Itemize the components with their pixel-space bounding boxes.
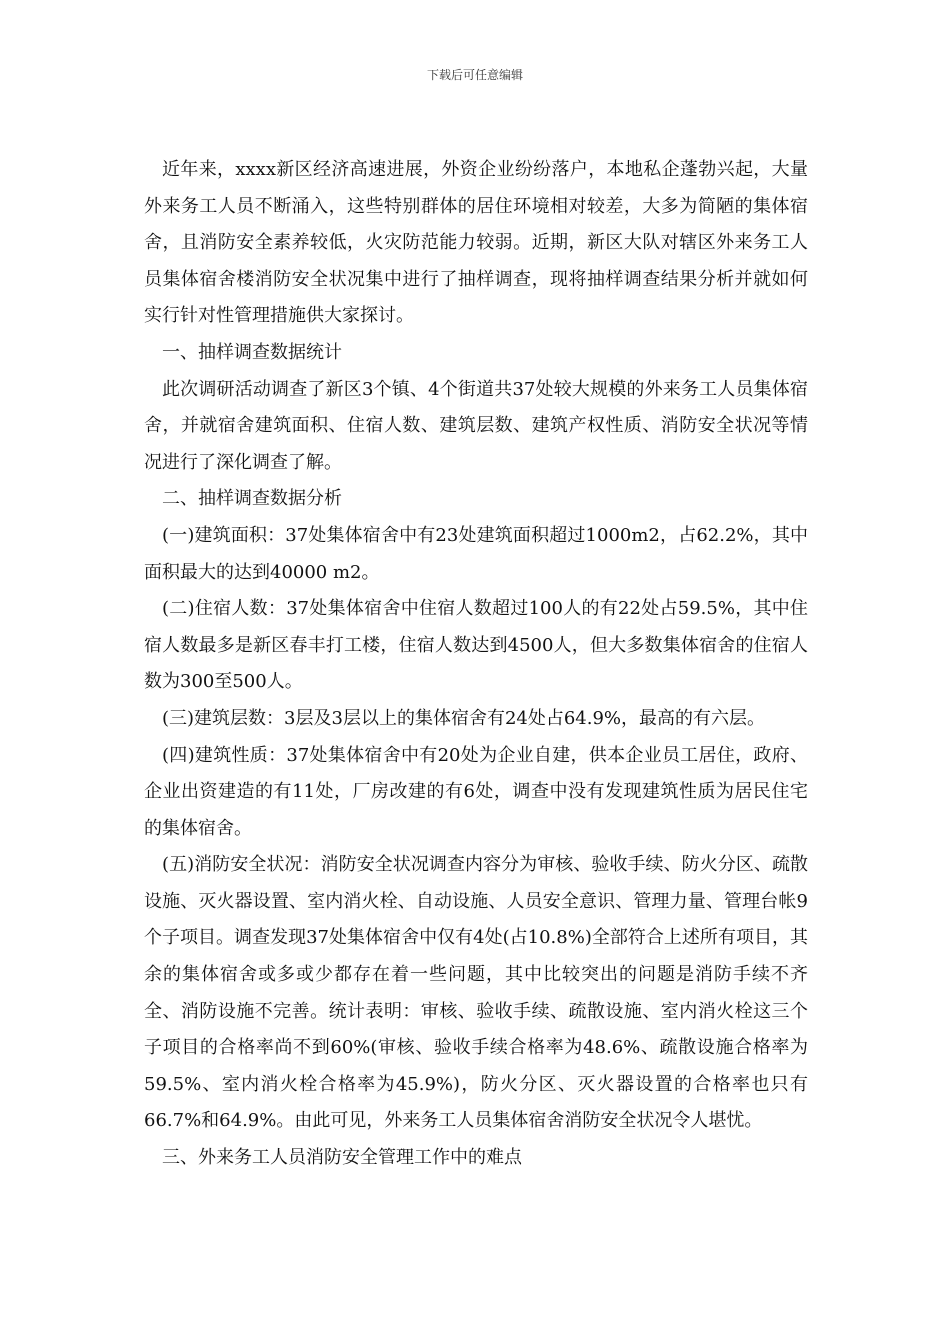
paragraph-floors: (三)建筑层数：3层及3层以上的集体宿舍有24处占64.9%，最高的有六层。 <box>162 707 766 729</box>
section-heading-1: 一、抽样调查数据统计 <box>162 341 342 363</box>
paragraph-survey-stats: 此次调研活动调查了新区3个镇、4个街道共37处较大规模的外来务工人员集体宿舍，并就宿舍建筑面积、住宿人数、建筑层数、建筑产权性质、消防安全状况等情况进行了深化调查了解。 <box>144 378 808 473</box>
section-heading-2: 二、抽样调查数据分析 <box>162 488 342 510</box>
paragraph-fire-safety: (五)消防安全状况：消防安全状况调查内容分为审核、验收手续、防火分区、疏散设施、灭火器设置、室内消火栓、自动设施、人员安全意识、管理力量、管理台帐9个子项目。调查发现37处集体宿舍中仅有4处(占10.8%)全部符合上述所有项目，其余的集体宿舍或多或少都存在着一些问题，其中比较突出的问题是消防手续不齐全、消防设施不完善。统计表明：审核、验收手续、疏散设施、室内消火栓这三个子项目的合格率尚不到60%(审核、验收手续合格率为48.6%、疏散设施合格率为59.5%、室内消火栓合格率为45.9%)，防火分区、灭火器设置的合格率也只有66.7%和64.9%。由此可见，外来务工人员集体宿舍消防安全状况令人堪忧。 <box>144 854 808 1132</box>
document-body <box>144 152 808 1177</box>
paragraph-intro: 近年来，xxxx新区经济高速进展，外资企业纷纷落户，本地私企蓬勃兴起，大量外来务工人员不断涌入，这些特别群体的居住环境相对较差，大多为简陋的集体宿舍，且消防安全素养较低，火灾防范能力较弱。近期，新区大队对辖区外来务工人员集体宿舍楼消防安全状况集中进行了抽样调查，现将抽样调查结果分析并就如何实行针对性管理措施供大家探讨。 <box>144 159 808 327</box>
paragraph-building-area: (一)建筑面积：37处集体宿舍中有23处建筑面积超过1000m2，占62.2%，其中面积最大的达到40000 m2。 <box>144 524 808 583</box>
paragraph-building-nature: (四)建筑性质：37处集体宿舍中有20处为企业自建，供本企业员工居住，政府、企业出资建造的有11处，厂房改建的有6处，调查中没有发现建筑性质为居民住宅的集体宿舍。 <box>144 744 808 839</box>
section-heading-3: 三、外来务工人员消防安全管理工作中的难点 <box>162 1147 522 1169</box>
paragraph-residents: (二)住宿人数：37处集体宿舍中住宿人数超过100人的有22处占59.5%，其中住宿人数最多是新区春丰打工楼，住宿人数达到4500人，但大多数集体宿舍的住宿人数为300至500人。 <box>144 598 808 693</box>
page-header: 下载后可任意编辑 <box>426 68 523 82</box>
